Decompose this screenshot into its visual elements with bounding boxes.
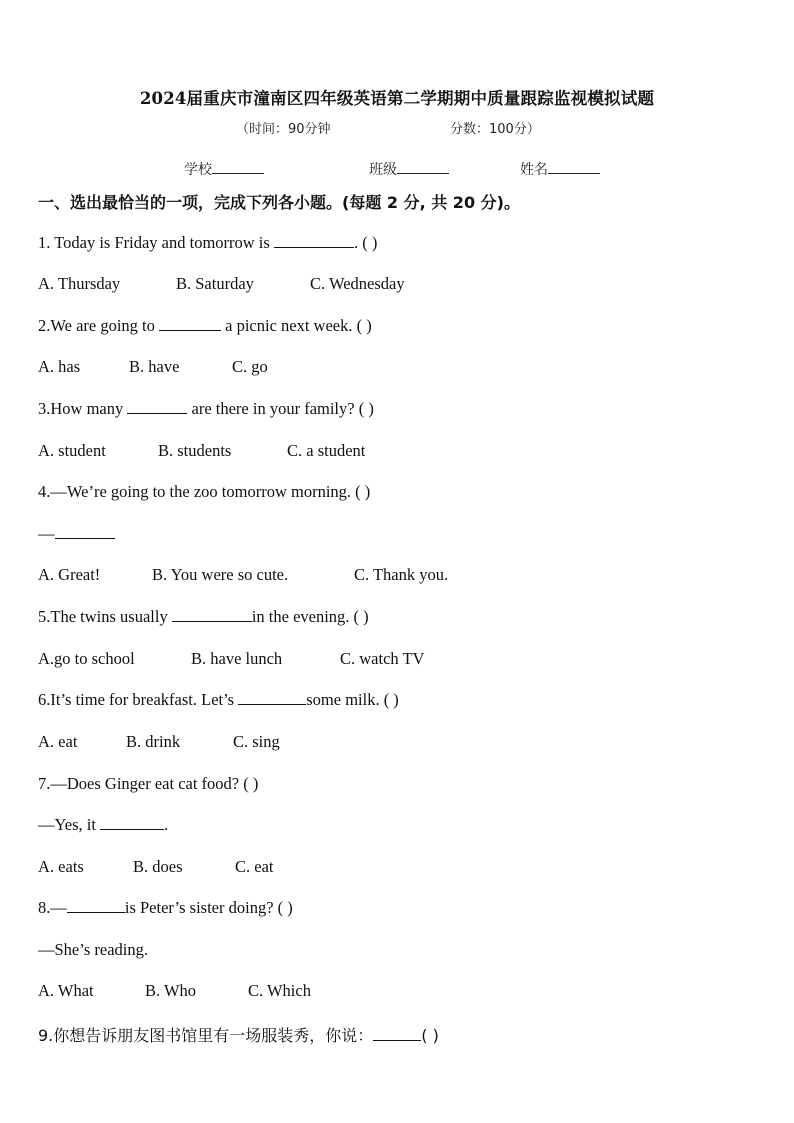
option-c[interactable]: C. eat: [235, 857, 274, 876]
question-3-post: are there in your family? ( ): [187, 399, 374, 418]
question-7-pre: 7.—Does Ginger eat cat food? ( ): [38, 774, 259, 793]
question-7-blank[interactable]: [100, 815, 164, 830]
question-1-post: . ( ): [353, 233, 378, 252]
option-a[interactable]: A.go to school: [38, 649, 135, 668]
school-blank[interactable]: [212, 160, 264, 174]
option-b[interactable]: B. You were so cute.: [152, 565, 289, 584]
question-4-reply: [38, 524, 115, 544]
question-1: [38, 233, 377, 253]
page-title: 2024届重庆市潼南区四年级英语第二学期期中质量跟踪监视模拟试题: [139, 89, 655, 108]
question-7-reply: [38, 815, 168, 835]
option-c[interactable]: C. Thank you.: [354, 565, 449, 584]
question-7-options: [38, 857, 274, 877]
question-1-blank[interactable]: [274, 233, 354, 248]
option-b[interactable]: B. Who: [145, 981, 197, 1000]
question-2: [38, 316, 372, 336]
option-a[interactable]: A. Great!: [38, 565, 101, 584]
question-5-options: [38, 649, 424, 669]
option-b[interactable]: B. Saturday: [176, 274, 254, 293]
section-heading: 一、选出最恰当的一项，完成下列各小题。(每题 2 分, 共 20 分)。: [38, 193, 520, 212]
question-5: [38, 607, 369, 627]
class-label: 班级: [369, 162, 397, 178]
question-4-dash: —: [38, 524, 55, 543]
question-5-post: in the evening. ( ): [251, 607, 369, 626]
question-8-pre: 8.—: [38, 898, 67, 917]
question-6-options: [38, 732, 280, 752]
option-b[interactable]: B. have lunch: [191, 649, 283, 668]
question-8-reply: [38, 940, 148, 960]
option-c[interactable]: C. a student: [287, 441, 366, 460]
question-6: [38, 690, 399, 710]
question-3-blank[interactable]: [127, 399, 187, 414]
option-a[interactable]: A. eat: [38, 732, 78, 751]
question-2-post: a picnic next week. ( ): [221, 316, 372, 335]
question-7-reply-text: —Yes, it: [38, 815, 101, 834]
question-7: [38, 774, 258, 794]
option-b[interactable]: B. drink: [126, 732, 181, 751]
option-c[interactable]: C. sing: [233, 732, 280, 751]
time-label: （时间：90分钟: [236, 122, 331, 137]
question-8-options: [38, 981, 311, 1001]
question-5-blank[interactable]: [172, 607, 252, 622]
question-3: [38, 399, 374, 419]
option-b[interactable]: B. have: [129, 357, 180, 376]
question-8: [38, 898, 293, 918]
question-4-blank[interactable]: [55, 524, 115, 539]
question-2-options: [38, 357, 268, 377]
question-5-pre: 5.The twins usually: [38, 607, 172, 626]
option-a[interactable]: A. eats: [38, 857, 84, 876]
name-blank[interactable]: [548, 160, 600, 174]
question-9-post: ( ): [421, 1026, 439, 1045]
question-8-reply-text: —She’s reading.: [38, 940, 148, 959]
option-a[interactable]: A. student: [38, 441, 106, 460]
score-label: 分数：100分）: [450, 122, 540, 137]
option-a[interactable]: A. What: [38, 981, 94, 1000]
question-2-blank[interactable]: [159, 316, 221, 331]
option-b[interactable]: B. students: [158, 441, 232, 460]
option-c[interactable]: C. Wednesday: [310, 274, 405, 293]
question-2-pre: 2.We are going to: [38, 316, 160, 335]
question-6-pre: 6.It’s time for breakfast. Let’s: [38, 690, 239, 709]
option-a[interactable]: A. Thursday: [38, 274, 121, 293]
question-4-options: [38, 565, 448, 585]
question-3-pre: 3.How many: [38, 399, 128, 418]
option-b[interactable]: B. does: [133, 857, 183, 876]
class-field: [369, 159, 449, 179]
question-8-blank[interactable]: [67, 898, 125, 913]
option-a[interactable]: A. has: [38, 357, 81, 376]
question-6-post: some milk. ( ): [306, 690, 399, 709]
name-label: 姓名: [520, 162, 548, 178]
name-field: [520, 159, 600, 179]
question-8-post: is Peter’s sister doing? ( ): [124, 898, 293, 917]
question-6-blank[interactable]: [238, 690, 306, 705]
question-9-pre: 9.你想告诉朋友图书馆里有一场服装秀，你说：: [38, 1026, 374, 1045]
option-c[interactable]: C. go: [232, 357, 268, 376]
question-4: [38, 482, 370, 502]
question-1-pre: 1. Today is Friday and tomorrow is: [38, 233, 274, 252]
school-label: 学校: [184, 162, 212, 178]
question-9-blank[interactable]: [373, 1026, 421, 1041]
option-c[interactable]: C. watch TV: [340, 649, 425, 668]
class-blank[interactable]: [397, 160, 449, 174]
question-1-options: [38, 274, 405, 294]
question-3-options: [38, 441, 365, 461]
school-field: [184, 159, 264, 179]
option-c[interactable]: C. Which: [248, 981, 311, 1000]
question-9: [38, 1023, 439, 1046]
question-4-pre: 4.—We’re going to the zoo tomorrow morning. ( ): [38, 482, 371, 501]
question-7-reply-post: .: [164, 815, 169, 834]
